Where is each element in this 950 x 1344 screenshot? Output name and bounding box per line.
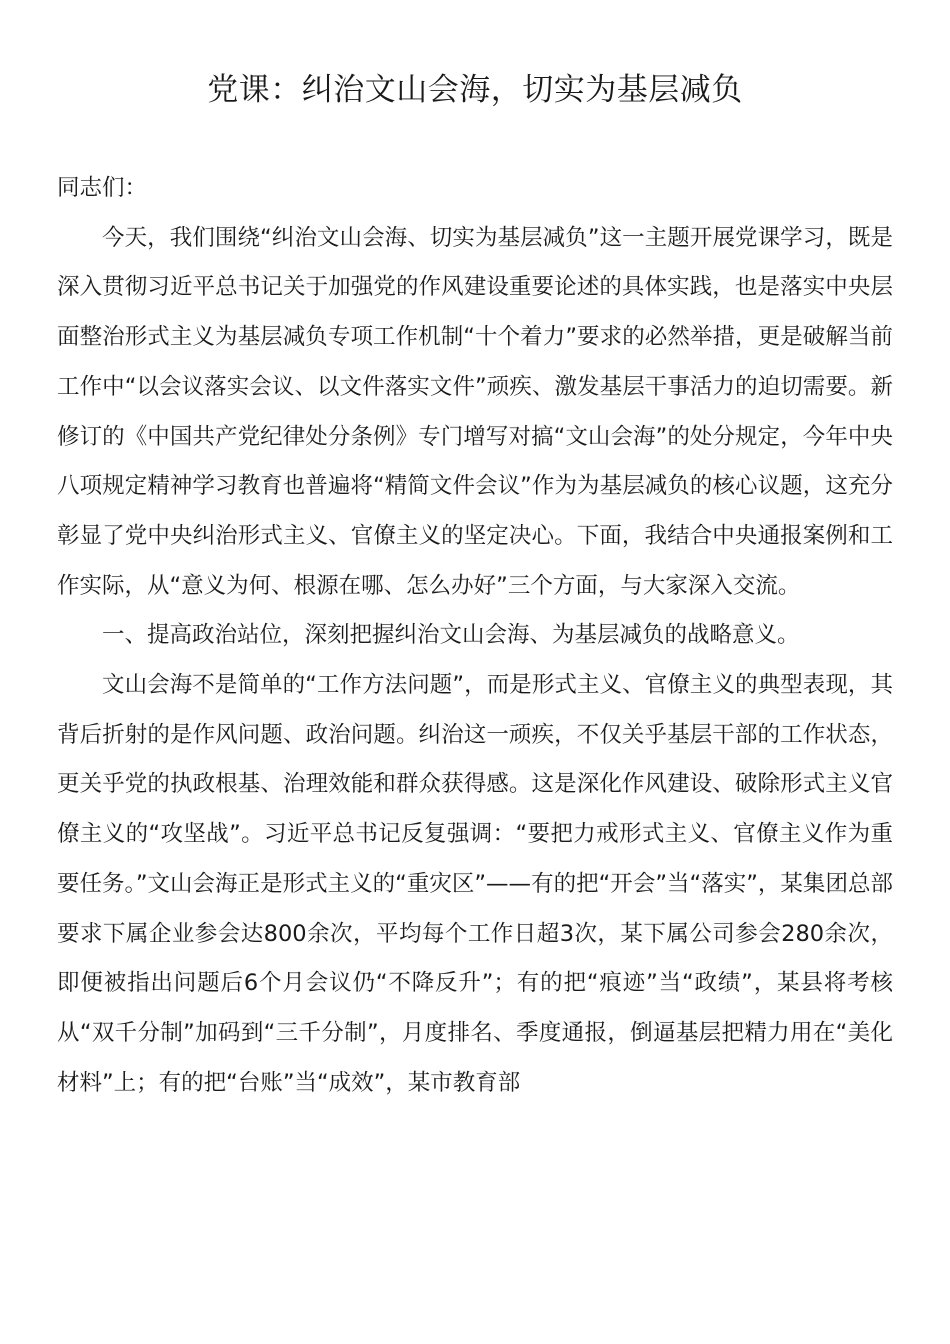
salutation: 同志们： — [57, 175, 148, 201]
paragraph-section-1: 文山会海不是简单的“工作方法问题”，而是形式主义、官僚主义的典型表现，其背后折射的是作风问题、政治问题。纠治这一顽疾，不仅关乎基层干部的工作状态，更关乎党的执政根基、治理效能和群众获得感。这是深化作风建设、破除形式主义官僚主义的“攻坚战”。习近平总书记反复强调：“要把力戒形式主义、官僚主义作为重要任务。”文山会海正是形式主义的“重灾区”——有的把“开会”当“落实”，某集团总部要求下属企业参会达800余次，平均每个工作日超3次，某下属公司参会280余次，即便被指出问题后6个月会议仍“不降反升”；有的把“痕迹”当“政绩”，某县将考核从“双千分制”加码到“三千分制”，月度排名、季度通报，倒逼基层把精力用在“美化材料”上；有的把“台账”当“成效”，某市教育部 — [57, 672, 893, 1096]
page-title: 党课：纠治文山会海，切实为基层减负 — [207, 72, 743, 108]
paragraph-intro: 今天，我们围绕“纠治文山会海、切实为基层减负”这一主题开展党课学习，既是深入贯彻习近平总书记关于加强党的作风建设重要论述的具体实践，也是落实中央层面整治形式主义为基层减负专项工作机制“十个着力”要求的必然举措，更是破解当前工作中“以会议落实会议、以文件落实文件”顽疾、激发基层干事活力的迫切需要。新修订的《中国共产党纪律处分条例》专门增写对搞“文山会海”的处分规定，今年中央八项规定精神学习教育也普遍将“精简文件会议”作为为基层减负的核心议题，这充分彰显了党中央纠治形式主义、官僚主义的坚定决心。下面，我结合中央通报案例和工作实际，从“意义为何、根源在哪、怎么办好”三个方面，与大家深入交流。 — [57, 224, 893, 599]
section-heading-1: 一、提高政治站位，深刻把握纠治文山会海、为基层减负的战略意义。 — [102, 622, 800, 649]
document-body — [57, 164, 893, 1108]
